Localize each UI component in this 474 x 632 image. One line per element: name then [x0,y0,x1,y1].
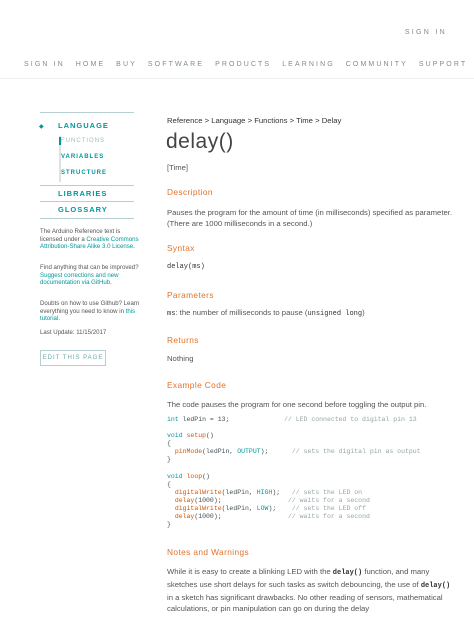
nav-buy[interactable]: BUY [116,61,137,68]
code-line: delay(1000); // waits for a second [174,496,370,504]
sidebar-item-glossary[interactable]: GLOSSARY [58,205,108,214]
description-heading: Description [167,187,213,197]
category-tag[interactable]: [Time] [167,163,189,172]
nav-sign-in[interactable]: SIGN IN [24,61,65,68]
notes-fn: delay() [332,569,363,577]
sidebar-divider [40,185,134,186]
syntax-code: delay(ms) [167,263,205,271]
nav-divider [0,78,474,79]
github-text: Doubts on how to use Github? Learn everything you need to know in [40,300,140,315]
code-line: } [167,521,171,529]
code-line: digitalWrite(ledPin, HIGH); // sets the LED on [174,488,363,496]
code-line: pinMode(ledPin, OUTPUT); // sets the digital pin as output [174,448,421,456]
top-sign-in-link[interactable]: SIGN IN [404,29,447,36]
code-line: int ledPin = 13; // LED connected to digital pin 13 [167,416,417,423]
nav-software[interactable]: SOFTWARE [147,61,205,68]
parameters-heading: Parameters [167,290,214,300]
notes-text-1: While it is easy to create a blinking LED with the [167,567,333,576]
code-line: void loop() [167,472,210,480]
returns-value: Nothing [167,354,194,363]
param-type: unsigned long [307,310,363,318]
tutorial-link[interactable]: this tutorial [40,307,136,323]
license-text: The Arduino Reference text is licensed under a [40,228,121,243]
notes-fn: delay() [420,582,451,590]
sidebar-item-structure[interactable]: STRUCTURE [61,170,107,176]
nav-home[interactable]: HOME [75,61,106,68]
license-text-end: . [133,243,135,251]
nav-community[interactable]: COMMUNITY [345,61,408,68]
syntax-heading: Syntax [167,243,195,253]
code-line: { [167,440,171,448]
improve-note [40,264,140,287]
sidebar-divider [40,112,134,113]
example-heading: Example Code [167,380,227,390]
sidebar-item-libraries[interactable]: LIBRARIES [58,189,108,198]
sidebar-item-variables[interactable]: VARIABLES [61,154,105,160]
code-line: delay(1000); // waits for a second [174,513,370,521]
nav-support[interactable]: SUPPORT [418,61,468,68]
github-text-end: . [58,315,60,323]
main-nav [24,61,474,68]
notes-text-2: function, and many sketches use short delays for such tasks as switch debouncing, the use of [167,567,430,589]
example-intro: The code pauses the program for one second before toggling the output pin. [167,400,427,409]
sidebar-item-functions[interactable]: FUNCTIONS [61,138,105,144]
notes-text [167,566,457,614]
notes-heading: Notes and Warnings [167,547,250,557]
nav-products[interactable]: PRODUCTS [215,61,272,68]
notes-text-3: in a sketch has significant drawbacks. No other reading of sensors, mathematical calculations, or pin manipulation can go on during the delay [167,593,443,613]
parameter-desc [167,307,452,320]
returns-heading: Returns [167,335,199,345]
breadcrumb[interactable]: Reference > Language > Functions > Time > Delay [167,116,342,125]
param-text: : the number of milliseconds to pause ( [175,308,308,317]
sidebar-item-language[interactable]: LANGUAGE [58,121,109,130]
license-link[interactable]: Creative Commons Attribution-Share Alike 3.0 License [40,235,139,251]
code-line: { [167,480,171,488]
sidebar-divider [40,201,134,202]
description-text: Pauses the program for the amount of time (in milliseconds) specified as parameter. (There are 1000 milliseconds in a second.) [167,208,452,228]
license-note [40,228,140,251]
last-update: Last Update: 11/15/2017 [40,329,107,336]
param-name: ms [167,310,176,318]
nav-learning[interactable]: LEARNING [282,61,335,68]
sidebar-divider [40,218,134,219]
improve-text: Find anything that can be improved? [40,264,139,271]
example-code-block [167,416,421,529]
param-text-end: ) [362,308,365,317]
code-line: digitalWrite(ledPin, LOW); // sets the LED off [174,505,366,513]
code-line: } [167,456,171,464]
edit-page-button[interactable]: EDIT THIS PAGE [40,350,106,366]
page-title: delay() [166,130,234,153]
expanded-marker-icon: ◆ [39,124,44,130]
suggest-corrections-link[interactable]: Suggest corrections and new documentation via GitHub. [40,271,119,287]
github-note [40,300,140,323]
code-line: void setup() [167,432,214,440]
